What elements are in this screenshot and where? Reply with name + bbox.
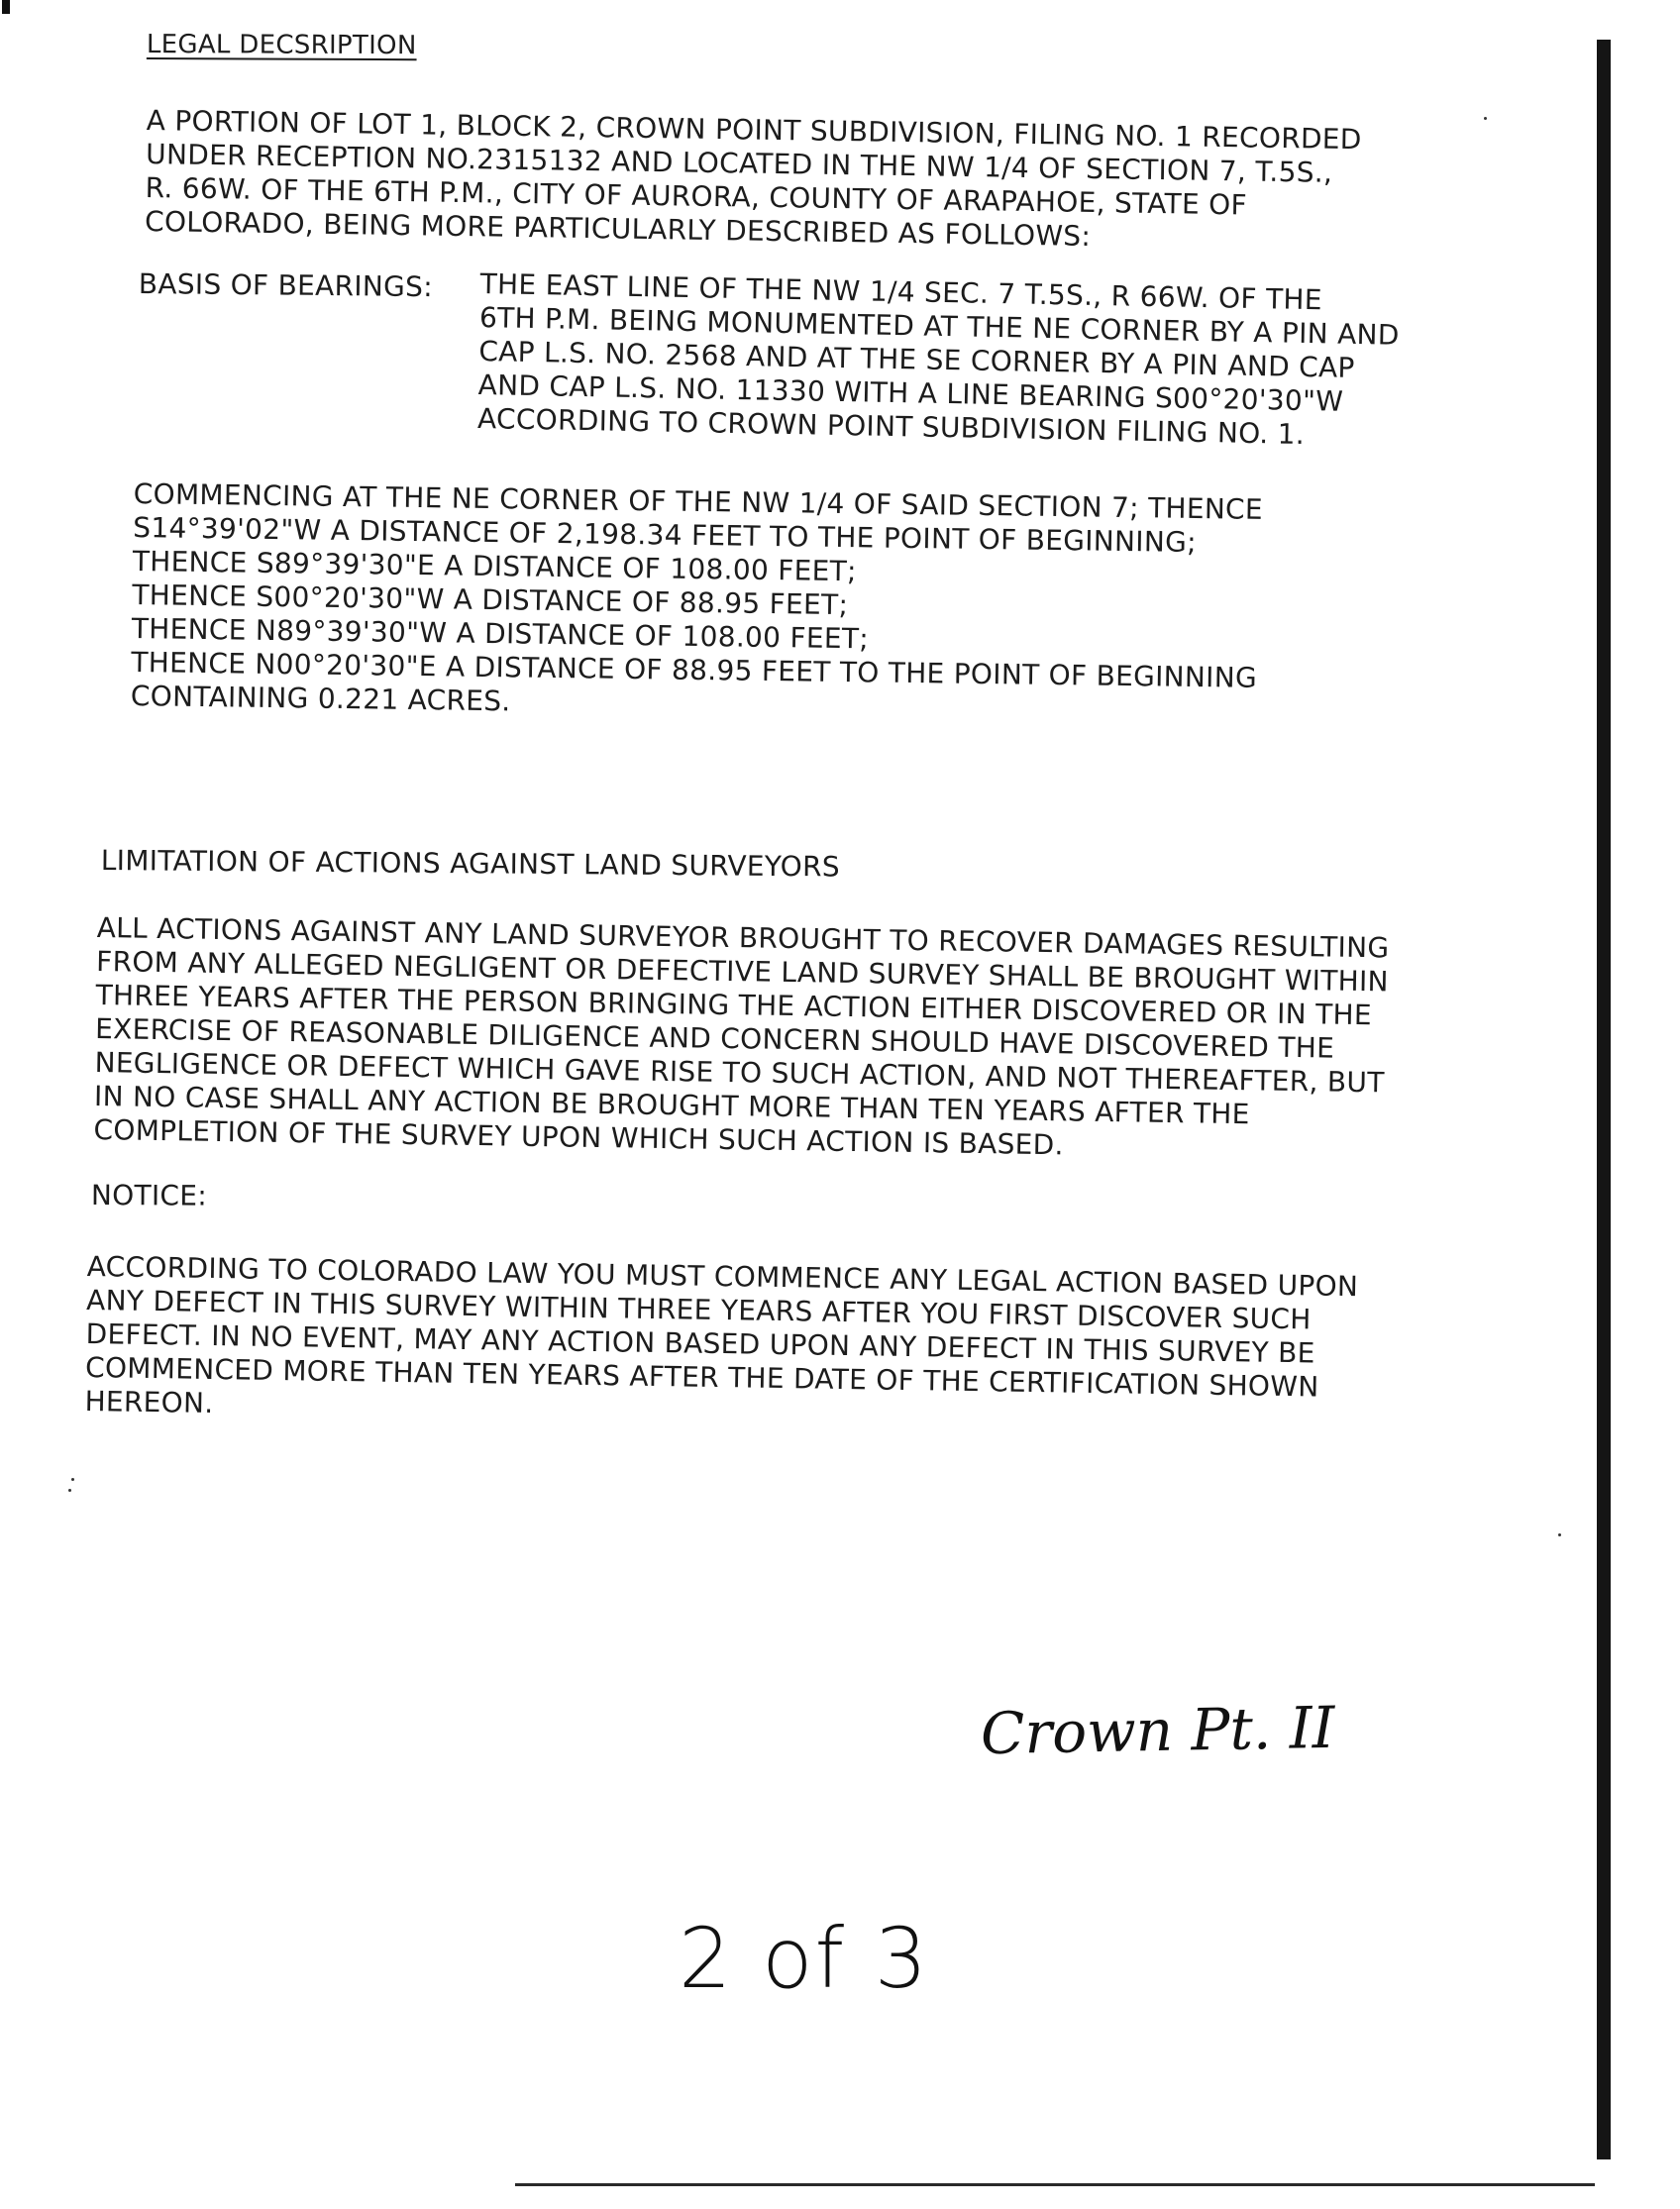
commencing-paragraph: COMMENCING AT THE NE CORNER OF THE NW 1/4 OF SAID SECTION 7; THENCE S14°39'02"W A DISTANCE OF 2,198.34 FEET TO THE POINT OF BEGINNING; THENCE S89°39'30"E A DISTANCE OF 108.00 FEET; THENCE S00°20'30"W A DISTANCE OF 88.95 FEET; THENCE N89°39'30"W A DISTANCE OF 108.00 FEET; THENCE N00°20'30"E A DISTANCE OF 88.95 FEET TO THE POINT OF BEGINNING CONTAINING 0.221 ACRES. (130, 477, 1264, 718)
scan-artifact-bottom-line (515, 2183, 1595, 2186)
scan-speck (1484, 117, 1487, 120)
basis-of-bearings-text: THE EAST LINE OF THE NW 1/4 SEC. 7 T.5S., R 66W. OF THE 6TH P.M. BEING MONUMENTED AT THE NE CORNER BY A PIN AND CAP L.S. NO. 2568 AND AT THE SE CORNER BY A PIN AND CAP AND CAP L.S. NO. 11330 WITH A LINE BEARING S00°20'30"W ACCORDING TO CROWN POINT SUBDIVISION FILING NO. 1. (476, 267, 1401, 452)
notice-heading: NOTICE: (90, 1179, 208, 1212)
scan-speck (71, 1478, 74, 1481)
handwritten-page-number: 2 of 3 (679, 1910, 930, 2007)
scan-artifact-corner (2, 0, 10, 14)
limitation-heading: LIMITATION OF ACTIONS AGAINST LAND SURVEYORS (100, 844, 841, 884)
legal-description-paragraph: A PORTION OF LOT 1, BLOCK 2, CROWN POINT SUBDIVISION, FILING NO. 1 RECORDED UNDER RECEPTION NO.2315132 AND LOCATED IN THE NW 1/4 OF SECTION 7, T.5S., R. 66W. OF THE 6TH P.M., CITY OF AURORA, COUNTY OF ARAPAHOE, STATE OF COLORADO, BEING MORE PARTICULARLY DESCRIBED AS FOLLOWS: (144, 104, 1362, 253)
legal-description-heading: LEGAL DECSRIPTION (146, 29, 417, 61)
limitation-paragraph: ALL ACTIONS AGAINST ANY LAND SURVEYOR BROUGHT TO RECOVER DAMAGES RESULTING FROM ANY ALLEGED NEGLIGENT OR DEFECTIVE LAND SURVEY SHALL BE BROUGHT WITHIN THREE YEARS AFTER THE PERSON BRINGING THE ACTION EITHER DISCOVERED OR IN THE EXERCISE OF REASONABLE DILIGENCE AND CONCERN SHOULD HAVE DISCOVERED THE NEGLIGENCE OR DEFECT WHICH GAVE RISE TO SUCH ACTION, AND NOT THEREAFTER, BUT IN NO CASE SHALL ANY ACTION BE BROUGHT MORE THAN TEN YEARS AFTER THE COMPLETION OF THE SURVEY UPON WHICH SUCH ACTION IS BASED. (93, 911, 1390, 1162)
basis-of-bearings-label: BASIS OF BEARINGS: (138, 267, 434, 304)
handwritten-annotation: Crown Pt. II (980, 1693, 1336, 1768)
scan-speck (68, 1489, 71, 1492)
scan-speck (1558, 1533, 1561, 1536)
scan-edge-shadow (1597, 40, 1611, 2159)
notice-paragraph: ACCORDING TO COLORADO LAW YOU MUST COMMENCE ANY LEGAL ACTION BASED UPON ANY DEFECT IN THIS SURVEY WITHIN THREE YEARS AFTER YOU FIRST DISCOVER SUCH DEFECT. IN NO EVENT, MAY ANY ACTION BASED UPON ANY DEFECT IN THIS SURVEY BE COMMENCED MORE THAN TEN YEARS AFTER THE DATE OF THE CERTIFICATION SHOWN HEREON. (84, 1250, 1359, 1420)
